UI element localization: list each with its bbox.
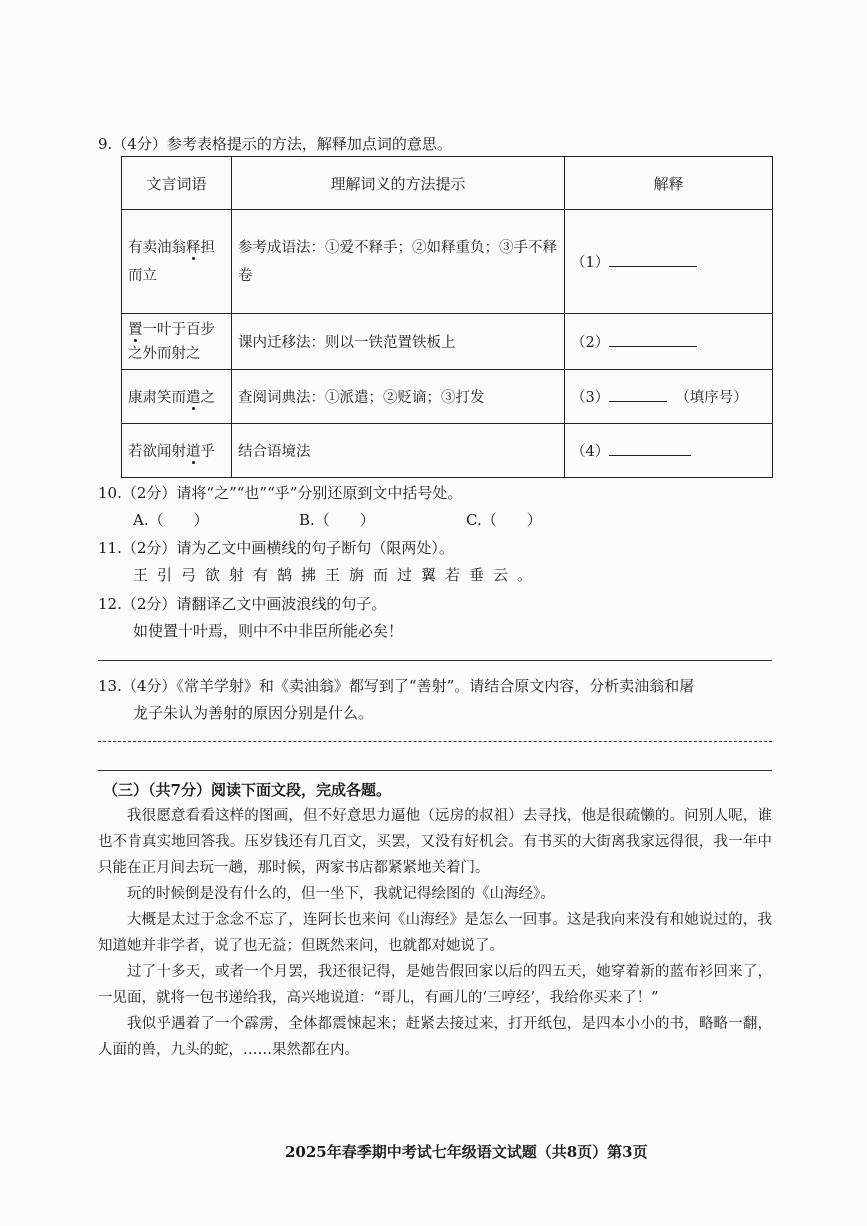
dotted-char: 置 (128, 321, 143, 338)
answer-cell: （3） （填序号） (565, 370, 773, 424)
answer-line[interactable] (98, 660, 772, 661)
answer-blank[interactable] (609, 400, 667, 402)
classical-word: 有卖油翁释担而立 (122, 210, 232, 314)
answer-cell: （2） (565, 314, 773, 370)
q11-stem: 11.（2分）请为乙文中画横线的句子断句（限两处）。 (98, 539, 454, 557)
q10-option-c: C.（ ） (466, 511, 542, 529)
section3-heading: （三）（共7分）阅读下面文段，完成各题。 (103, 781, 391, 799)
table-row (122, 424, 773, 478)
table-header-row (122, 157, 773, 210)
passage-paragraph: 玩的时候倒是没有什么的，但一坐下，我就记得绘图的《山海经》。 (127, 886, 555, 902)
q13-line2: 龙子朱认为善射的原因分别是什么。 (133, 704, 374, 722)
q11-sentence: 王引弓欲射有鹄拂王旃而过翼若垂云。 (133, 566, 542, 584)
classical-word: 若欲闻射道乎 (122, 424, 232, 478)
method-hint: 课内迁移法：则以一铁范置铁板上 (232, 314, 565, 370)
passage-paragraph: 大概是太过于念念不忘了，连阿长也来问《山海经》是怎么一回事。这是我向来没有和她说过的，我知道她并非学者，说了也无益；但既然来问，也就都对她说了。 (98, 912, 772, 954)
q10-stem: 10.（2分）请将“之”“也”“乎”分别还原到文中括号处。 (98, 484, 463, 502)
method-hint: 查阅词典法：①派遣；②贬谪；③打发 (232, 370, 565, 424)
method-hint: 结合语境法 (232, 424, 565, 478)
classical-word: 置一叶于百步之外而射之 (122, 314, 232, 370)
col-header-method: 理解词义的方法提示 (232, 157, 565, 210)
answer-cell: （1） (565, 210, 773, 314)
table-row (122, 314, 773, 370)
classical-word: 康肃笑而遣之 (122, 370, 232, 424)
dotted-char: 道 (186, 444, 201, 460)
passage-paragraph: 我似乎遇着了一个霹雳，全体都震悚起来；赶紧去接过来，打开纸包，是四本小小的书，略略一翻，人面的兽，九头的蛇，……果然都在内。 (98, 1016, 772, 1058)
method-hint: 参考成语法：①爱不释手；②如释重负；③手不释卷 (232, 210, 565, 314)
dotted-char: 遣 (186, 390, 201, 406)
answer-blank[interactable] (609, 345, 697, 347)
col-header-word: 文言词语 (122, 157, 232, 210)
passage-paragraph: 过了十多天，或者一个月罢，我还很记得，是她告假回家以后的四五天，她穿着新的蓝布衫回来了，一见面，就将一包书递给我，高兴地说道：“哥儿，有画儿的‘三哼经’，我给你买来了！” (98, 964, 772, 1006)
q10-option-b: B.（ ） (299, 511, 375, 529)
answer-cell: （4） (565, 424, 773, 478)
q9-stem: 9.（4分）参考表格提示的方法，解释加点词的意思。 (98, 135, 452, 153)
q10-option-a: A.（ ） (133, 511, 209, 529)
page-footer: 2025年春季期中考试七年级语文试题（共8页）第3页 (285, 1143, 648, 1161)
passage-paragraph: 我很愿意看看这样的图画，但不好意思力逼他（远房的叔祖）去寻找，他是很疏懒的。问别人呢，谁也不肯真实地回答我。压岁钱还有几百文，买罢，又没有好机会。有书买的大街离我家远得很，我一年中只能在正月间去玩一趟，那时候，两家书店都紧紧地关着门。 (98, 808, 772, 876)
dotted-char: 释 (186, 239, 201, 256)
q13-line1: 13.（4分）《常羊学射》和《卖油翁》都写到了“善射”。请结合原文内容，分析卖油翁和屠 (98, 677, 695, 695)
table-row (122, 370, 773, 424)
q12-stem: 12.（2分）请翻译乙文中画波浪线的句子。 (98, 595, 387, 613)
answer-line[interactable] (98, 770, 772, 771)
passage (98, 803, 772, 1063)
q9-table (121, 156, 773, 478)
answer-line[interactable] (98, 741, 772, 742)
answer-blank[interactable] (609, 454, 691, 456)
col-header-answer: 解释 (565, 157, 773, 210)
q12-sentence: 如使置十叶焉，则中不中非臣所能必矣！ (133, 622, 404, 640)
answer-blank[interactable] (609, 265, 697, 267)
table-row (122, 210, 773, 314)
